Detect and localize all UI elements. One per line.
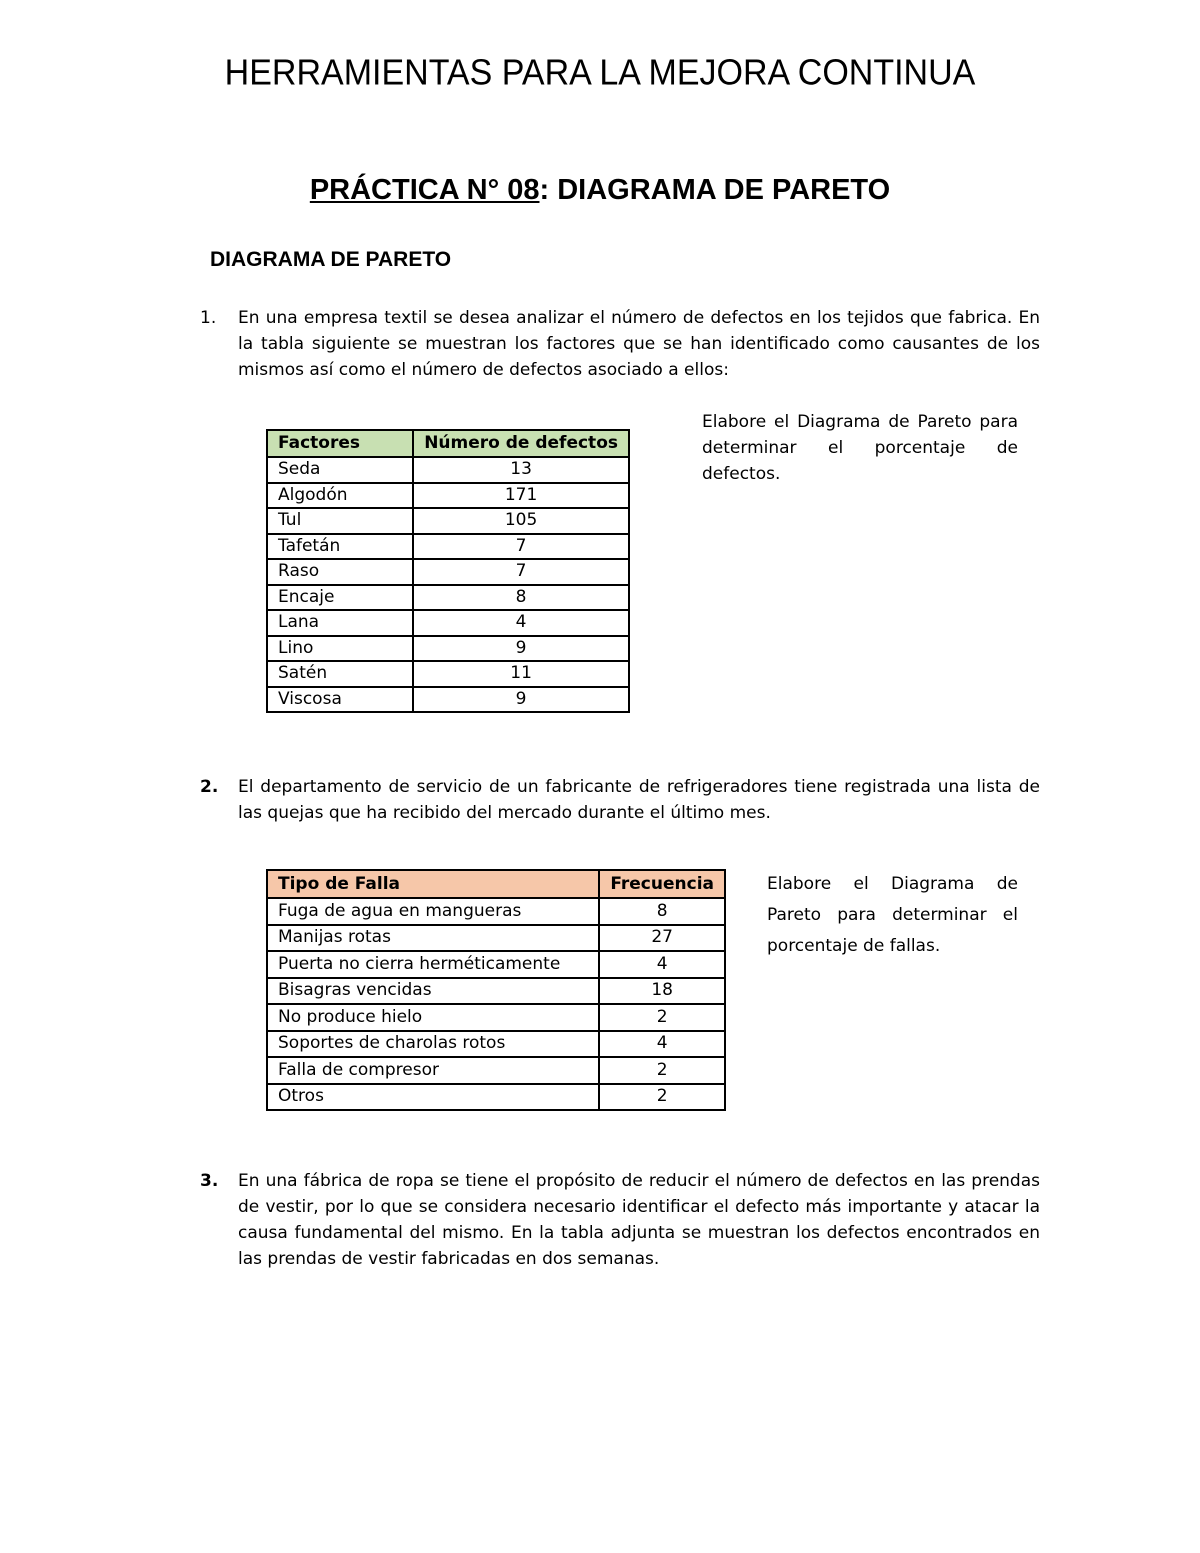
- table-cell: Lino: [267, 636, 413, 662]
- exercise-text: En una fábrica de ropa se tiene el propósito de reducir el número de defectos en las prendas de vestir, por lo que se considera necesario identificar el defecto más importante y atacar la causa fundamental del mismo. En la tabla adjunta se muestran los defectos encontrados en las prendas de vestir fabricadas en dos semanas.: [238, 1171, 1040, 1269]
- table-cell: Fuga de agua en mangueras: [267, 898, 599, 925]
- table-cell: 11: [413, 661, 629, 687]
- table-cell: 8: [413, 585, 629, 611]
- practice-title: [0, 174, 1200, 207]
- defects-table: [266, 429, 630, 713]
- table-row: [267, 951, 725, 978]
- column-header-factores: Factores: [267, 430, 413, 457]
- table-row: [267, 1031, 725, 1058]
- table-row: [267, 687, 629, 713]
- table-cell: 105: [413, 508, 629, 534]
- table-cell: 27: [599, 925, 725, 952]
- table-row: [267, 898, 725, 925]
- table-row: [267, 1057, 725, 1084]
- exercise-number: 3.: [200, 1171, 219, 1191]
- practice-number: PRÁCTICA N° 08: [309, 174, 540, 206]
- table-row: [267, 925, 725, 952]
- table-row: [267, 1004, 725, 1031]
- page-title: HERRAMIENTAS PARA LA MEJORA CONTINUA: [224, 53, 976, 93]
- table-cell: 4: [599, 951, 725, 978]
- exercise-text: El departamento de servicio de un fabricante de refrigeradores tiene registrada una lista de las quejas que ha recibido del mercado durante el último mes.: [238, 777, 1040, 823]
- table-row: [267, 508, 629, 534]
- table-cell: 18: [599, 978, 725, 1005]
- table-cell: 2: [599, 1057, 725, 1084]
- table-cell: Tafetán: [267, 534, 413, 560]
- table-header-row: [267, 870, 725, 898]
- table-cell: Puerta no cierra herméticamente: [267, 951, 599, 978]
- table-cell: 9: [413, 636, 629, 662]
- table-cell: 2: [599, 1004, 725, 1031]
- column-header-frecuencia: Frecuencia: [599, 870, 725, 898]
- instruction-1: Elabore el Diagrama de Pareto para determinar el porcentaje de defectos.: [702, 412, 1018, 484]
- table-row: [267, 483, 629, 509]
- table-cell: 7: [413, 534, 629, 560]
- exercise-3: [200, 1168, 1040, 1272]
- table-cell: 9: [413, 687, 629, 713]
- table-cell: 13: [413, 457, 629, 483]
- instruction-2: Elabore el Diagrama de Pareto para determinar el porcentaje de fallas.: [767, 874, 1018, 956]
- exercise-2: [200, 774, 1040, 826]
- practice-topic: : DIAGRAMA DE PARETO: [539, 174, 891, 206]
- exercise-number: 1.: [200, 308, 217, 328]
- table-cell: 2: [599, 1084, 725, 1111]
- table-row: [267, 585, 629, 611]
- table-cell: Encaje: [267, 585, 413, 611]
- table-row: [267, 661, 629, 687]
- table-cell: Raso: [267, 559, 413, 585]
- table-cell: 4: [413, 610, 629, 636]
- table-row: [267, 559, 629, 585]
- table-row: [267, 534, 629, 560]
- table-header-row: [267, 430, 629, 457]
- table-cell: Algodón: [267, 483, 413, 509]
- exercise-text: En una empresa textil se desea analizar el número de defectos en los tejidos que fabrica. En la tabla siguiente se muestran los factores que se han identificado como causantes de los mismos así como el número de defectos asociado a ellos:: [238, 308, 1040, 380]
- exercise-1: [200, 305, 1040, 383]
- table-row: [267, 1084, 725, 1111]
- table-row: [267, 978, 725, 1005]
- table-cell: Otros: [267, 1084, 599, 1111]
- table-cell: Falla de compresor: [267, 1057, 599, 1084]
- column-header-defectos: Número de defectos: [413, 430, 629, 457]
- table-cell: 171: [413, 483, 629, 509]
- table-cell: 7: [413, 559, 629, 585]
- table-cell: 8: [599, 898, 725, 925]
- table-cell: 4: [599, 1031, 725, 1058]
- table-cell: Satén: [267, 661, 413, 687]
- section-heading: DIAGRAMA DE PARETO: [210, 248, 452, 271]
- table-cell: Soportes de charolas rotos: [267, 1031, 599, 1058]
- table-row: [267, 636, 629, 662]
- table-cell: Manijas rotas: [267, 925, 599, 952]
- table-cell: No produce hielo: [267, 1004, 599, 1031]
- table-row: [267, 610, 629, 636]
- failures-table: [266, 869, 726, 1111]
- exercise-number: 2.: [200, 777, 219, 797]
- table-row: [267, 457, 629, 483]
- table-cell: Seda: [267, 457, 413, 483]
- table-cell: Tul: [267, 508, 413, 534]
- table-cell: Viscosa: [267, 687, 413, 713]
- column-header-tipo-falla: Tipo de Falla: [267, 870, 599, 898]
- table-cell: Lana: [267, 610, 413, 636]
- table-cell: Bisagras vencidas: [267, 978, 599, 1005]
